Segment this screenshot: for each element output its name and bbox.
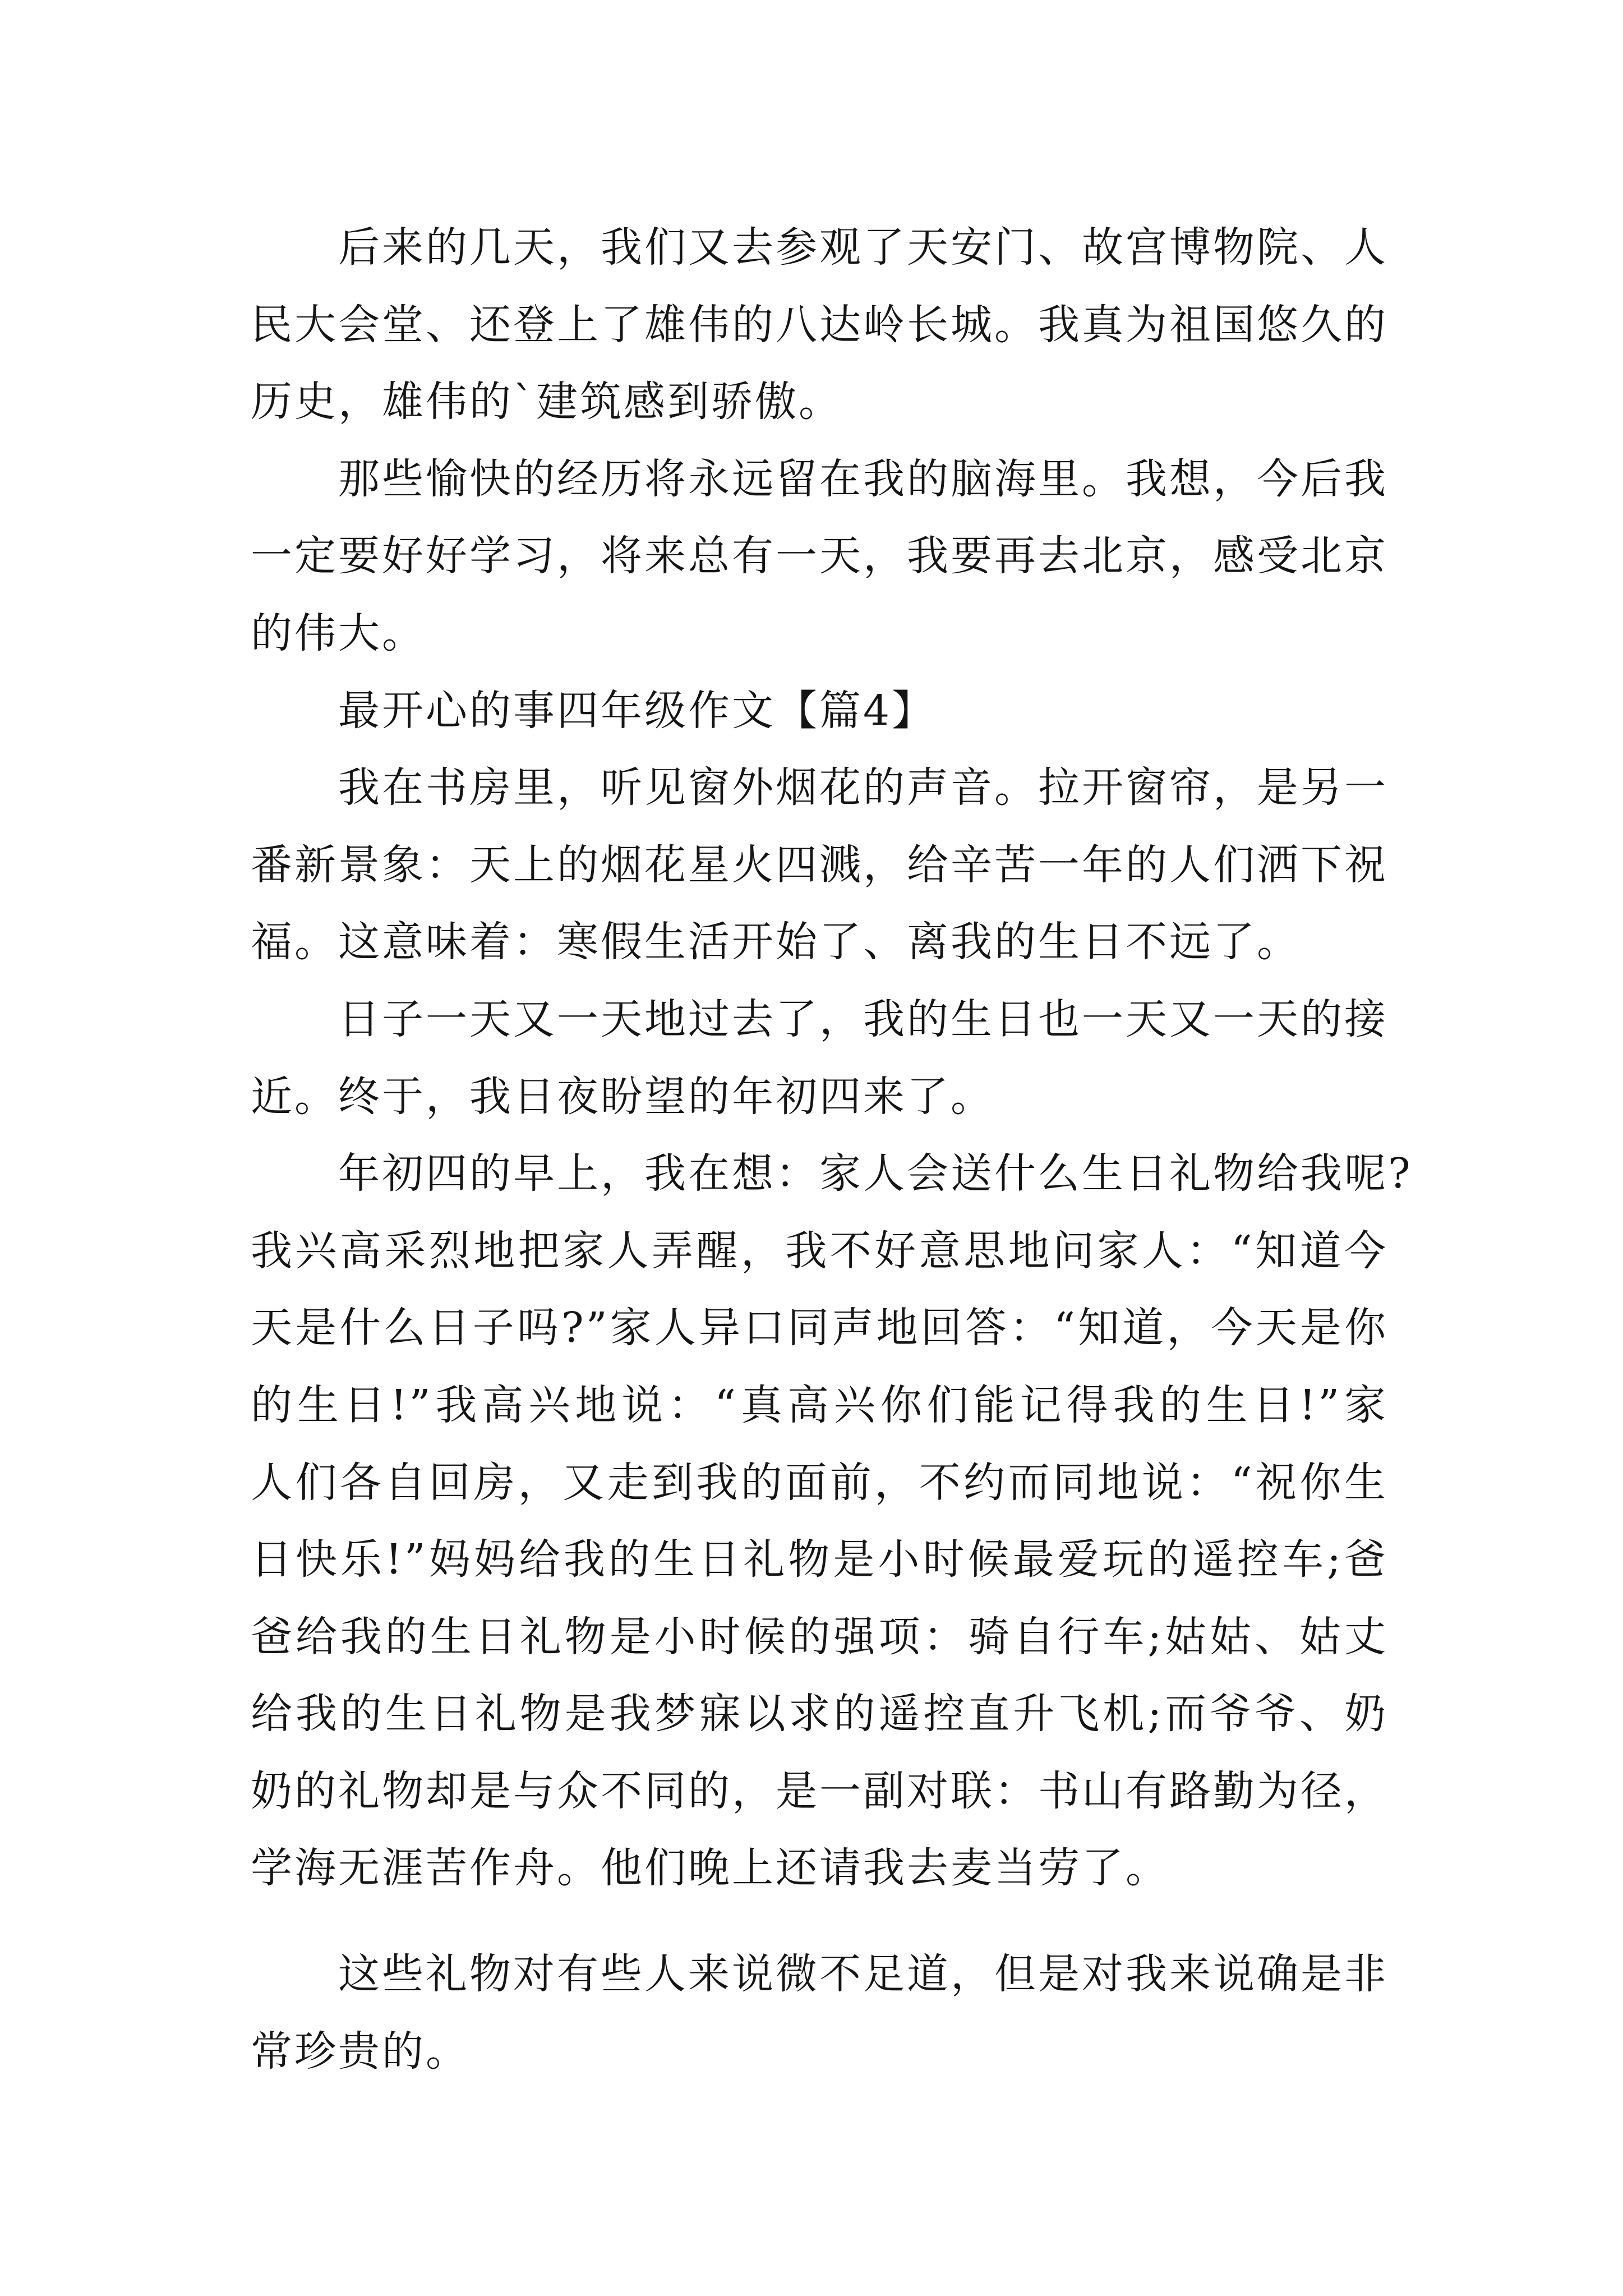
section-heading: 最开心的事四年级作文【篇4】: [338, 686, 936, 735]
text-line: 奶的礼物却是与众不同的，是一副对联：书山有路勤为径，: [251, 1766, 1388, 1815]
text-line: 我在书房里，听见窗外烟花的声音。拉开窗帘，是另一: [338, 763, 1388, 812]
paragraph: [251, 209, 1388, 441]
section-heading-block: [251, 673, 1388, 750]
text-line: 一定要好好学习，将来总有一天，我要再去北京，感受北京: [251, 532, 1388, 581]
text-line: 福。这意味着：寒假生活开始了、离我的生日不远了。: [251, 918, 1301, 967]
text-line: 的生日!”我高兴地说：“真高兴你们能记得我的生日!”家: [251, 1381, 1388, 1429]
text-line: 常珍贵的。: [251, 2027, 469, 2076]
text-line: 年初四的早上，我在想：家人会送什么生日礼物给我呢?: [338, 1149, 1413, 1198]
paragraph: [251, 1936, 1388, 2090]
paragraph: [251, 1135, 1413, 1907]
text-line: 爸给我的生日礼物是小时候的强项：骑自行车;姑姑、姑丈: [251, 1612, 1388, 1661]
text-line: 历史，雄伟的`建筑感到骄傲。: [251, 378, 842, 426]
text-line: 近。终于，我日夜盼望的年初四来了。: [251, 1072, 994, 1121]
paragraph: [251, 981, 1388, 1135]
text-line: 天是什么日子吗?”家人异口同声地回答：“知道，今天是你: [251, 1304, 1388, 1352]
text-line: 番新景象：天上的烟花星火四溅，给辛苦一年的人们洒下祝: [251, 840, 1388, 889]
text-line: 日子一天又一天地过去了，我的生日也一天又一天的接: [338, 995, 1388, 1043]
paragraph: [251, 441, 1388, 673]
text-line: 那些愉快的经历将永远留在我的脑海里。我想，今后我: [338, 454, 1388, 503]
text-line: 学海无涯苦作舟。他们晚上还请我去麦当劳了。: [251, 1844, 1169, 1893]
text-line: 我兴高采烈地把家人弄醒，我不好意思地问家人：“知道今: [251, 1226, 1388, 1275]
text-line: 后来的几天，我们又去参观了天安门、故宫博物院、人: [338, 223, 1388, 272]
text-line: 日快乐!”妈妈给我的生日礼物是小时候最爱玩的遥控车;爸: [251, 1535, 1388, 1584]
paragraph: [251, 749, 1388, 981]
text-line: 人们各自回房，又走到我的面前，不约而同地说：“祝你生: [251, 1458, 1388, 1507]
text-line: 民大会堂、还登上了雄伟的八达岭长城。我真为祖国悠久的: [251, 300, 1388, 349]
text-line: 这些礼物对有些人来说微不足道，但是对我来说确是非: [338, 1950, 1388, 1999]
text-line: 的伟大。: [251, 609, 426, 657]
text-line: 给我的生日礼物是我梦寐以求的遥控直升飞机;而爷爷、奶: [251, 1690, 1388, 1738]
document-body: [251, 209, 1413, 2090]
